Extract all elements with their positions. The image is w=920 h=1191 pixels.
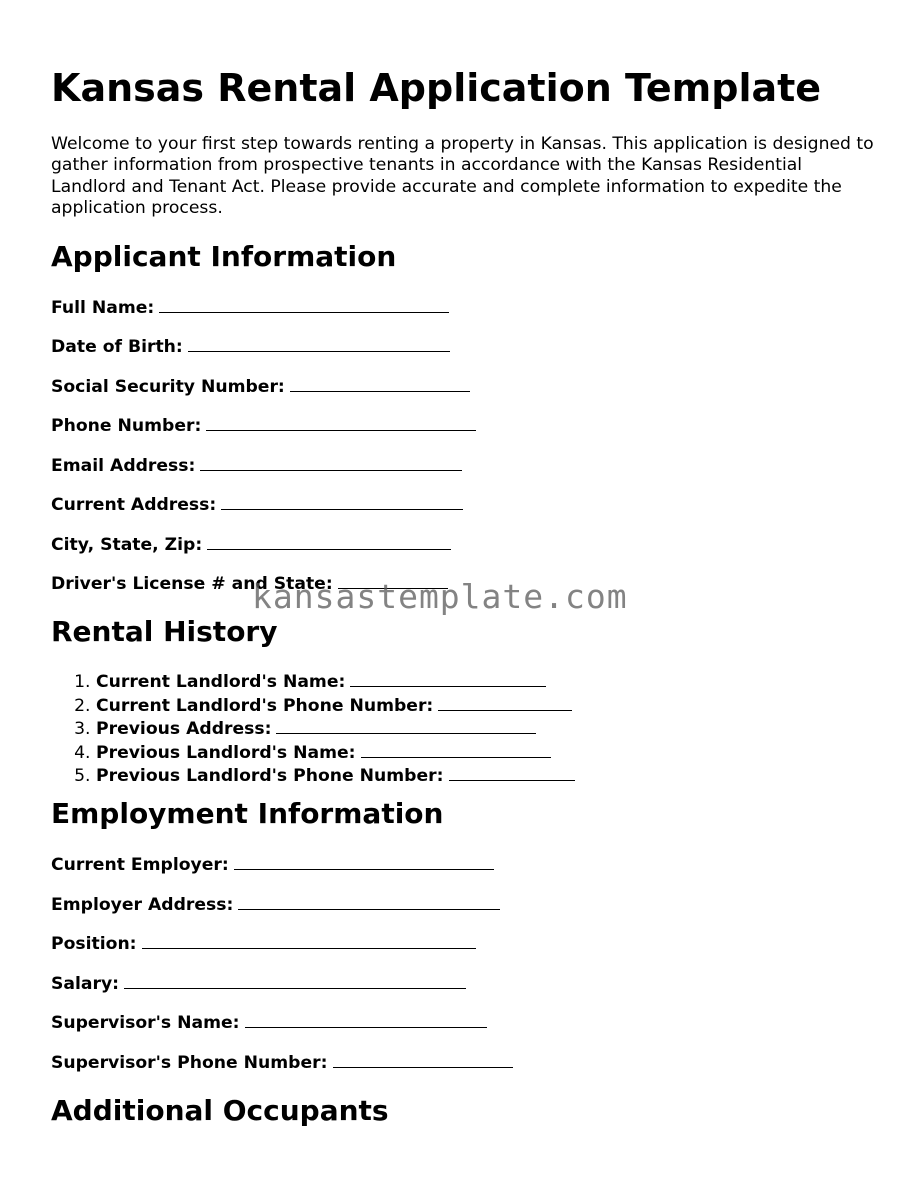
field-position [51, 932, 476, 955]
input-blank-full-name[interactable] [159, 296, 449, 313]
rental-history-list [51, 670, 575, 788]
applicant-heading: Applicant Information [51, 240, 397, 273]
list-item-label: Previous Address: [96, 719, 272, 739]
list-item-label: Previous Landlord's Name: [96, 742, 356, 763]
input-blank-current-landlord-phone[interactable] [438, 694, 572, 711]
rental-history-heading: Rental History [51, 615, 278, 648]
list-item [96, 741, 575, 765]
input-blank-previous-address[interactable] [276, 717, 536, 734]
field-phone-number [51, 414, 476, 437]
field-salary [51, 972, 466, 995]
field-label: Position: [51, 934, 137, 954]
input-blank-date-of-birth[interactable] [188, 335, 450, 352]
input-blank-city-state-zip[interactable] [207, 533, 451, 550]
input-blank-salary[interactable] [124, 972, 466, 989]
field-label: Phone Number: [51, 416, 202, 436]
field-label: Date of Birth: [51, 337, 183, 357]
field-email-address [51, 454, 462, 477]
list-item [96, 717, 575, 741]
field-label: City, State, Zip: [51, 535, 203, 555]
field-label: Supervisor's Name: [51, 1013, 240, 1033]
input-blank-current-landlord-name[interactable] [350, 670, 546, 687]
occupants-heading: Additional Occupants [51, 1094, 389, 1127]
input-blank-ssn[interactable] [290, 375, 470, 392]
list-item-label: Previous Landlord's Phone Number: [96, 766, 444, 786]
input-blank-position[interactable] [142, 932, 476, 949]
field-date-of-birth [51, 335, 450, 358]
input-blank-current-address[interactable] [221, 493, 463, 510]
field-current-employer [51, 853, 494, 876]
field-label: Driver's License # and State: [51, 574, 333, 594]
list-item [96, 694, 575, 718]
input-blank-previous-landlord-phone[interactable] [449, 764, 575, 781]
field-label: Salary: [51, 974, 120, 994]
input-blank-employer-address[interactable] [238, 893, 500, 910]
list-item-label: Current Landlord's Name: [96, 672, 346, 692]
list-item-label: Current Landlord's Phone Number: [96, 695, 434, 716]
list-item [96, 764, 575, 788]
employment-heading: Employment Information [51, 797, 444, 830]
field-label: Current Employer: [51, 855, 229, 875]
input-blank-current-employer[interactable] [234, 853, 494, 870]
field-current-address [51, 493, 463, 516]
field-supervisor-phone [51, 1051, 513, 1074]
field-label: Full Name: [51, 298, 155, 318]
field-employer-address [51, 893, 500, 916]
field-supervisor-name [51, 1011, 487, 1034]
input-blank-email-address[interactable] [200, 454, 462, 471]
input-blank-supervisor-name[interactable] [245, 1011, 487, 1028]
field-label: Employer Address: [51, 895, 234, 915]
field-city-state-zip [51, 533, 451, 556]
field-label: Supervisor's Phone Number: [51, 1053, 328, 1073]
list-item [96, 670, 575, 694]
input-blank-previous-landlord-name[interactable] [361, 741, 551, 758]
field-label: Social Security Number: [51, 377, 285, 397]
intro-paragraph: Welcome to your first step towards renting a property in Kansas. This application is designed to gather information from prospective tenants in accordance with the Kansas Residential Landlord and Tenant Act. Please provide accurate and complete information to expedite the application process. [51, 134, 874, 219]
field-ssn [51, 375, 470, 398]
input-blank-phone-number[interactable] [206, 414, 476, 431]
field-label: Current Address: [51, 495, 217, 515]
page-title: Kansas Rental Application Template [51, 66, 822, 110]
input-blank-supervisor-phone[interactable] [333, 1051, 513, 1068]
field-label: Email Address: [51, 456, 196, 476]
field-full-name [51, 296, 449, 319]
watermark-text: kansastemplate.com [252, 577, 628, 616]
